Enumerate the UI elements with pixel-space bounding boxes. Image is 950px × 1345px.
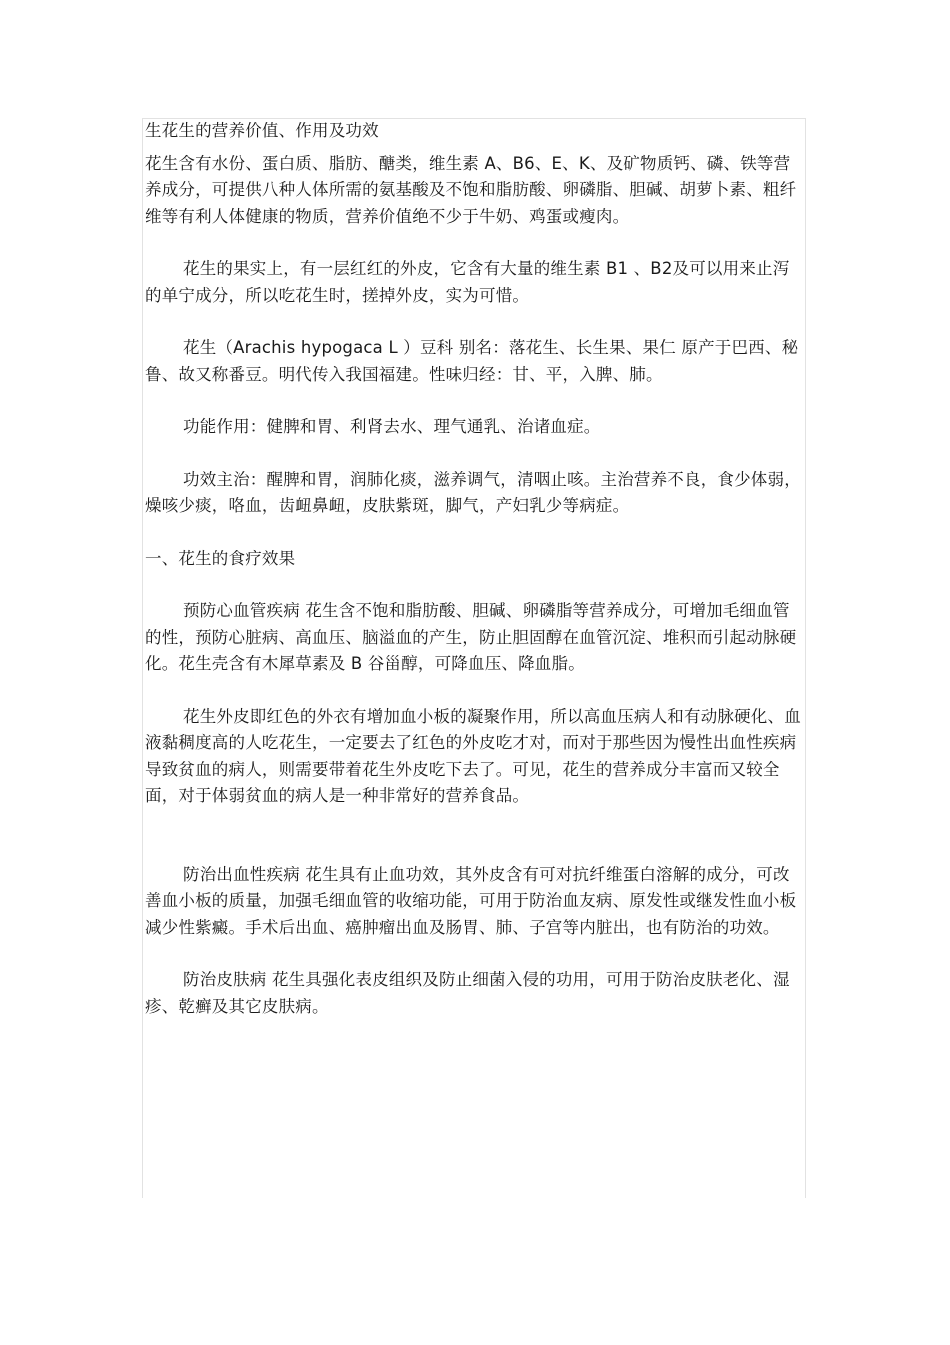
intro-paragraph: 花生含有水份、蛋白质、脂肪、醣类，维生素 A、B6、E、K、及矿物质钙、磷、铁等营养成分，可提供八种人体所需的氨基酸及不饱和脂肪酸、卵磷脂、胆碱、胡萝卜素、粗纤维等有利人体健康的物质，营养价值绝不少于牛奶、鸡蛋或瘦肉。 [145,153,797,226]
red-coat-paragraph: 花生外皮即红色的外衣有增加血小板的凝聚作用，所以高血压病人和有动脉硬化、血液黏稠度高的人吃花生，一定要去了红色的外皮吃才对，而对于那些因为慢性出血性疾病导致贫血的病人，则需要带着花生外皮吃下去了。可见，花生的营养成分丰富而又较全面，对于体弱贫血的病人是一种非常好的营养食品。 [145,706,801,805]
botanical-paragraph: 花生（Arachis hypogaca L ）豆科 别名：落花生、长生果、果仁 原产于巴西、秘鲁、故又称番豆。明代传入我国福建。性味归经：甘、平，入脾、肺。 [145,338,799,384]
skin-disease-paragraph: 防治皮肤病 花生具强化表皮组织及防止细菌入侵的功用，可用于防治皮肤老化、湿疹、乾癣及其它皮肤病。 [145,970,790,1016]
function-paragraph: 功能作用：健脾和胃、利肾去水、理气通乳、治诸血症。 [183,417,601,436]
red-skin-paragraph: 花生的果实上，有一层红红的外皮，它含有大量的维生素 B1 、B2及可以用来止泻的单宁成分，所以吃花生时，搓掉外皮，实为可惜。 [145,259,790,305]
effects-paragraph: 功效主治：醒脾和胃，润肺化痰，滋养调气，清咽止咳。主治营养不良，食少体弱，燥咳少痰，咯血，齿衄鼻衄，皮肤紫斑，脚气，产妇乳少等病症。 [145,469,801,515]
section-heading-dietary: 一、花生的食疗效果 [145,548,296,568]
document-body [145,118,805,1020]
document-title: 生花生的营养价值、作用及功效 [145,121,379,140]
cardiovascular-paragraph: 预防心血管疾病 花生含不饱和脂肪酸、胆碱、卵磷脂等营养成分，可增加毛细血管的性，预防心脏病、高血压、脑溢血的产生，防止胆固醇在血管沉淀、堆积而引起动脉硬化。花生壳含有木犀草素及 B 谷甾醇，可降血压、降血脂。 [145,601,797,673]
bleeding-paragraph: 防治出血性疾病 花生具有止血功效，其外皮含有可对抗纤维蛋白溶解的成分，可改善血小板的质量，加强毛细血管的收缩功能，可用于防治血友病、原发性或继发性血小板减少性紫癜。手术后出血、癌肿瘤出血及肠胃、肺、子宫等内脏出，也有防治的功效。 [145,864,797,937]
